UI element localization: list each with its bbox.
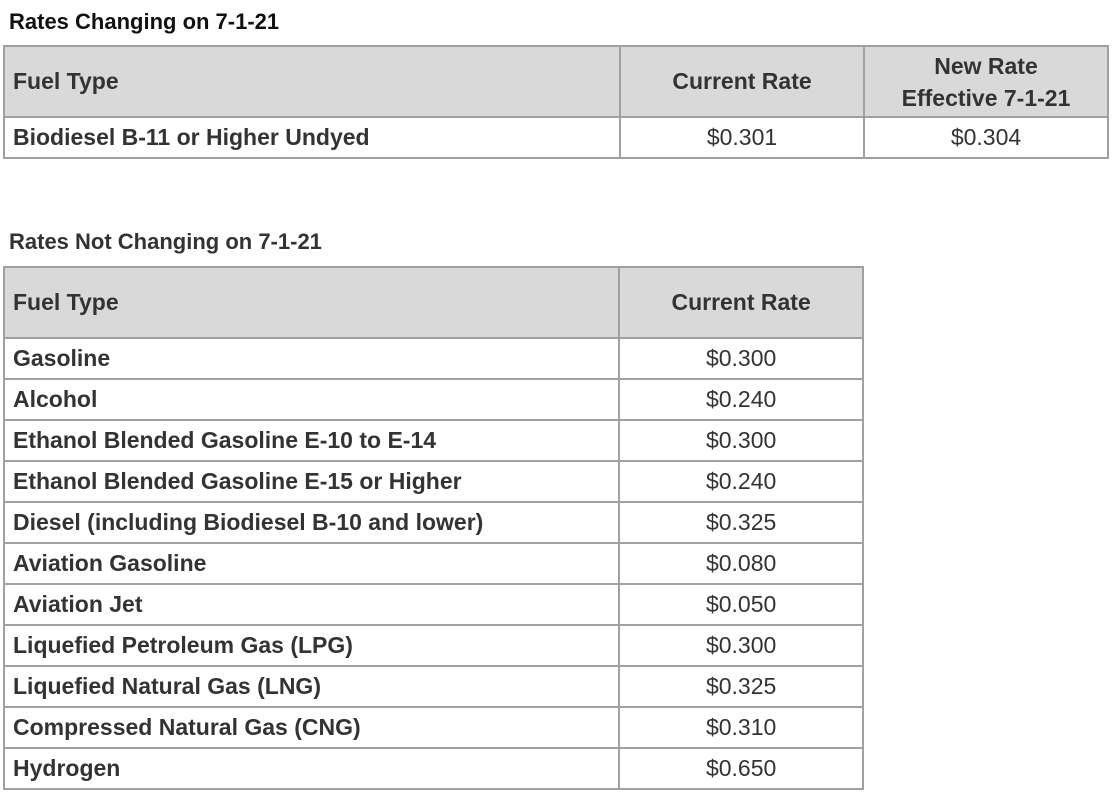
current-rate-cell: $0.300 <box>619 338 863 379</box>
fuel-type-cell: Aviation Jet <box>4 584 619 625</box>
header-new-rate-line1: New Rate <box>934 52 1038 79</box>
fuel-type-cell: Liquefied Natural Gas (LNG) <box>4 666 619 707</box>
rates-not-changing-table <box>3 266 864 790</box>
table-row <box>4 461 863 502</box>
table-row <box>4 666 863 707</box>
fuel-type-cell: Ethanol Blended Gasoline E-10 to E-14 <box>4 420 619 461</box>
fuel-type-cell: Diesel (including Biodiesel B-10 and lower) <box>4 502 619 543</box>
fuel-type-cell: Compressed Natural Gas (CNG) <box>4 707 619 748</box>
header-fuel-type: Fuel Type <box>4 46 620 117</box>
header-current-rate: Current Rate <box>620 46 864 117</box>
current-rate-cell: $0.650 <box>619 748 863 789</box>
table-row <box>4 625 863 666</box>
current-rate-cell: $0.325 <box>619 502 863 543</box>
fuel-type-cell: Hydrogen <box>4 748 619 789</box>
current-rate-cell: $0.301 <box>620 117 864 158</box>
rates-not-changing-title: Rates Not Changing on 7-1-21 <box>9 229 322 254</box>
current-rate-cell: $0.300 <box>619 420 863 461</box>
current-rate-cell: $0.240 <box>619 461 863 502</box>
fuel-type-cell: Ethanol Blended Gasoline E-15 or Higher <box>4 461 619 502</box>
current-rate-cell: $0.080 <box>619 543 863 584</box>
table-row <box>4 748 863 789</box>
current-rate-cell: $0.240 <box>619 379 863 420</box>
current-rate-cell: $0.300 <box>619 625 863 666</box>
table-header-row <box>4 267 863 338</box>
new-rate-cell: $0.304 <box>864 117 1108 158</box>
table-row <box>4 420 863 461</box>
current-rate-cell: $0.325 <box>619 666 863 707</box>
table-header-row <box>4 46 1108 117</box>
header-new-rate-line2: Effective 7-1-21 <box>901 84 1071 111</box>
table-row <box>4 707 863 748</box>
fuel-type-cell: Gasoline <box>4 338 619 379</box>
current-rate-cell: $0.310 <box>619 707 863 748</box>
table-row <box>4 543 863 584</box>
table-row <box>4 584 863 625</box>
header-current-rate: Current Rate <box>619 267 863 338</box>
fuel-type-cell: Aviation Gasoline <box>4 543 619 584</box>
header-new-rate <box>864 46 1108 117</box>
table-row <box>4 338 863 379</box>
table-row <box>4 502 863 543</box>
fuel-type-cell: Alcohol <box>4 379 619 420</box>
fuel-type-cell: Biodiesel B-11 or Higher Undyed <box>4 117 620 158</box>
table-row <box>4 117 1108 158</box>
table-row <box>4 379 863 420</box>
fuel-type-cell: Liquefied Petroleum Gas (LPG) <box>4 625 619 666</box>
current-rate-cell: $0.050 <box>619 584 863 625</box>
rates-changing-table <box>3 45 1109 159</box>
header-fuel-type: Fuel Type <box>4 267 619 338</box>
rates-changing-title: Rates Changing on 7-1-21 <box>9 9 280 34</box>
